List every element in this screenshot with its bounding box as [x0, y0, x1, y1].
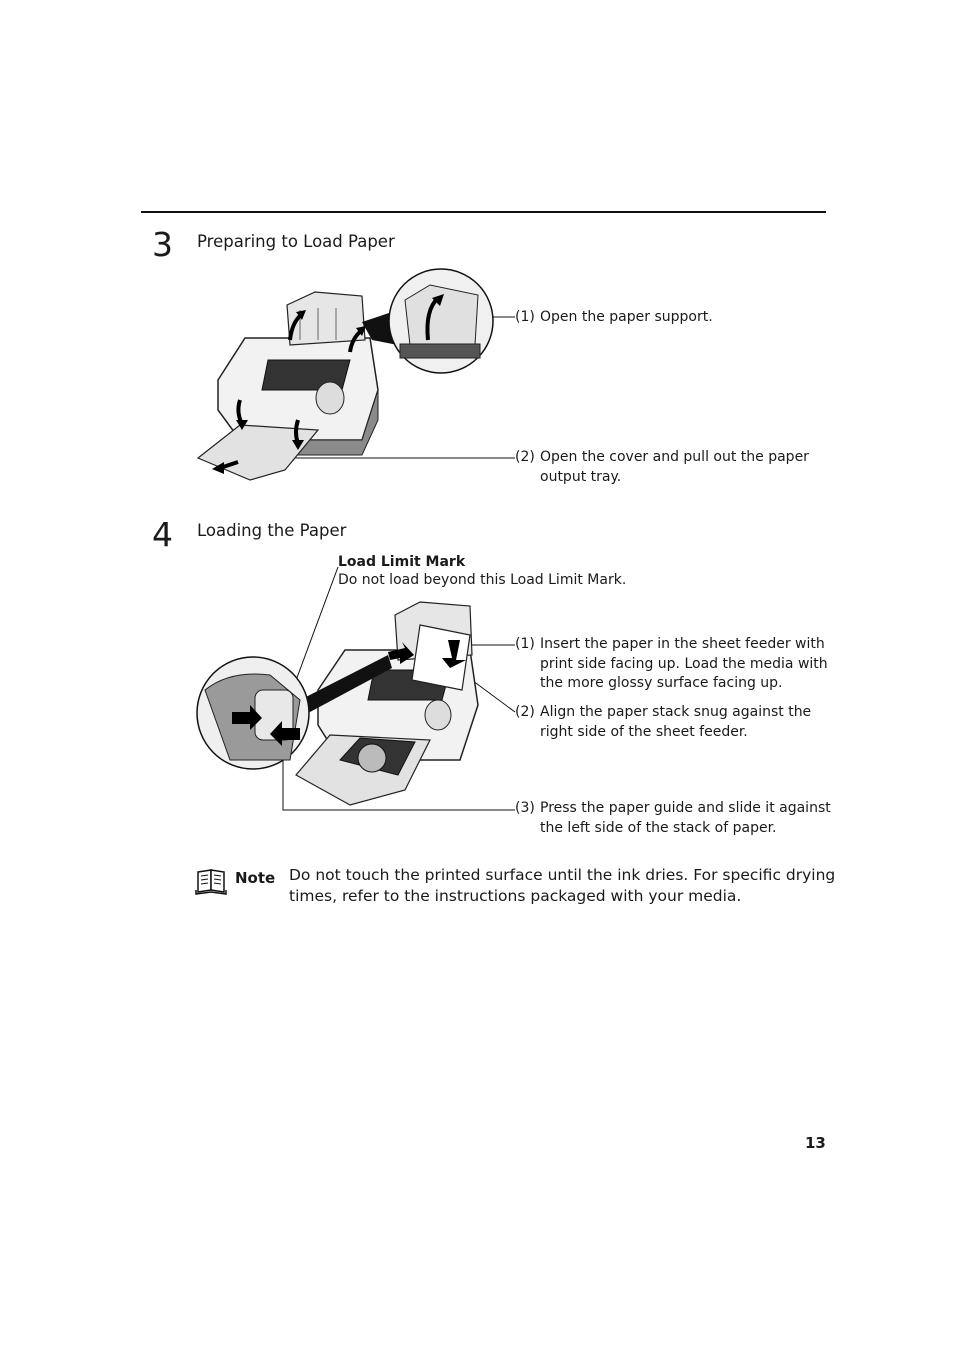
- load-limit-text: Do not load beyond this Load Limit Mark.: [338, 572, 627, 588]
- step-3-item-1-text: Open the paper support.: [540, 309, 713, 325]
- step-4-number: 4: [152, 515, 173, 554]
- step-3-number: 3: [152, 225, 173, 264]
- step-3-title: Preparing to Load Paper: [197, 232, 395, 251]
- note-label: Note: [235, 869, 276, 887]
- step-4-item-2-text: Align the paper stack snug against the right side of the sheet feeder.: [540, 704, 812, 740]
- step-4-item-1-text: Insert the paper in the sheet feeder with print side facing up. Load the media with the more glossy surface facing up.: [540, 636, 828, 691]
- step-3-item-2-text: Open the cover and pull out the paper output tray.: [540, 449, 809, 485]
- step-4-title: Loading the Paper: [197, 521, 347, 540]
- note-text: Do not touch the printed surface until the ink dries. For specific drying times, refer to the instructions packaged with your media.: [289, 866, 836, 905]
- step-4-item-2-number: (2): [515, 704, 535, 720]
- step-3-item-2-number: (2): [515, 449, 535, 465]
- step-4-item-1-number: (1): [515, 636, 535, 652]
- step-4-item-3-number: (3): [515, 800, 535, 816]
- step-4-item-3-text: Press the paper guide and slide it against the left side of the stack of paper.: [540, 800, 831, 836]
- load-limit-heading: Load Limit Mark: [338, 554, 466, 570]
- step-3-item-1-number: (1): [515, 309, 535, 325]
- page-number: 13: [805, 1134, 826, 1152]
